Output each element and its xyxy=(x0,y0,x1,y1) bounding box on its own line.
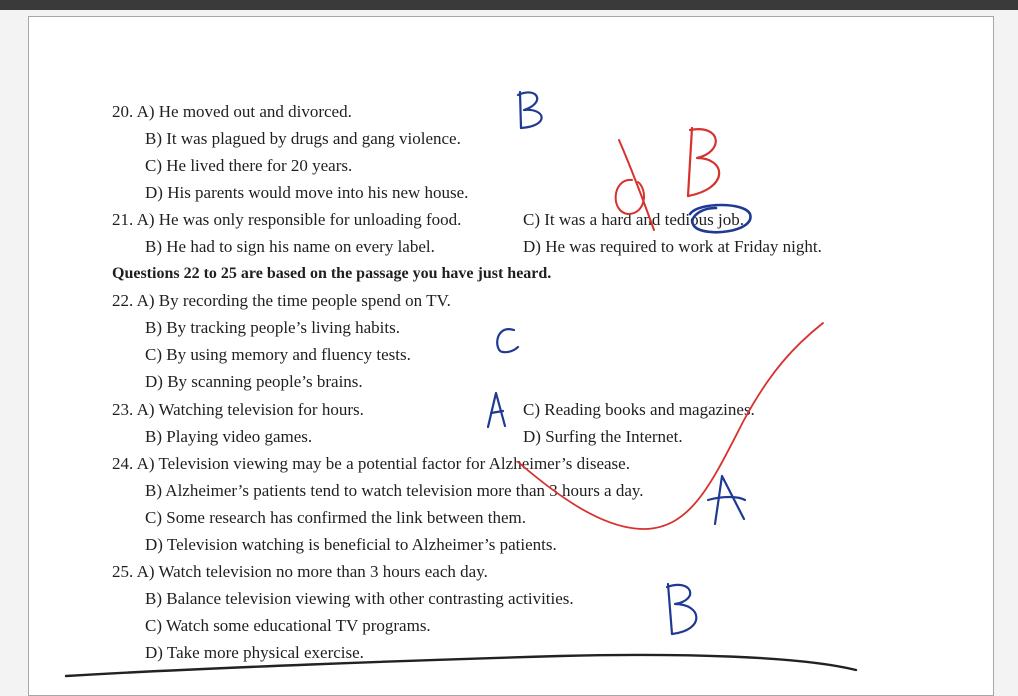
question-22-option-c: C) By using memory and fluency tests. xyxy=(145,345,411,364)
question-22-option-a xyxy=(112,291,451,311)
question-22-option-d: D) By scanning people’s brains. xyxy=(145,372,363,391)
question-number: 25. xyxy=(112,562,134,581)
question-21-option-a xyxy=(112,210,461,230)
question-23-option-a xyxy=(112,400,364,420)
question-number: 20. xyxy=(112,102,134,121)
question-25-option-b: B) Balance television viewing with other contrasting activities. xyxy=(145,589,574,608)
question-number: 23. xyxy=(112,400,134,419)
question-25-option-a xyxy=(112,562,488,582)
question-20-option-a xyxy=(112,102,352,122)
option-text: A) Television viewing may be a potential factor for Alzheimer’s disease. xyxy=(136,454,630,473)
viewer-top-bar xyxy=(0,0,1018,10)
option-text: A) He was only responsible for unloading food. xyxy=(136,210,462,229)
question-23-option-b: B) Playing video games. xyxy=(145,427,313,446)
question-21-option-c: C) It was a hard and tedious job. xyxy=(523,210,744,229)
option-text: A) Watch television no more than 3 hours each day. xyxy=(136,562,488,581)
question-number: 22. xyxy=(112,291,134,310)
question-21-option-b: B) He had to sign his name on every label. xyxy=(145,237,435,256)
option-text: A) He moved out and divorced. xyxy=(136,102,352,121)
option-text: A) By recording the time people spend on TV. xyxy=(136,291,451,310)
question-22-option-b: B) By tracking people’s living habits. xyxy=(145,318,400,337)
question-23-option-d: D) Surfing the Internet. xyxy=(523,427,683,446)
question-24-option-a xyxy=(112,454,630,474)
question-23-option-c: C) Reading books and magazines. xyxy=(523,400,755,419)
question-20-option-c: C) He lived there for 20 years. xyxy=(145,156,353,175)
question-21-option-d: D) He was required to work at Friday night. xyxy=(523,237,822,256)
question-25-option-d: D) Take more physical exercise. xyxy=(145,643,364,662)
section-heading: Questions 22 to 25 are based on the passage you have just heard. xyxy=(112,265,552,282)
question-24-option-c: C) Some research has confirmed the link between them. xyxy=(145,508,526,527)
option-text: A) Watching television for hours. xyxy=(136,400,364,419)
question-20-option-b: B) It was plagued by drugs and gang violence. xyxy=(145,129,461,148)
question-20-option-d: D) His parents would move into his new house. xyxy=(145,183,469,202)
question-number: 21. xyxy=(112,210,134,229)
question-24-option-b: B) Alzheimer’s patients tend to watch television more than 3 hours a day. xyxy=(145,481,644,500)
question-24-option-d: D) Television watching is beneficial to Alzheimer’s patients. xyxy=(145,535,557,554)
question-25-option-c: C) Watch some educational TV programs. xyxy=(145,616,431,635)
question-number: 24. xyxy=(112,454,134,473)
